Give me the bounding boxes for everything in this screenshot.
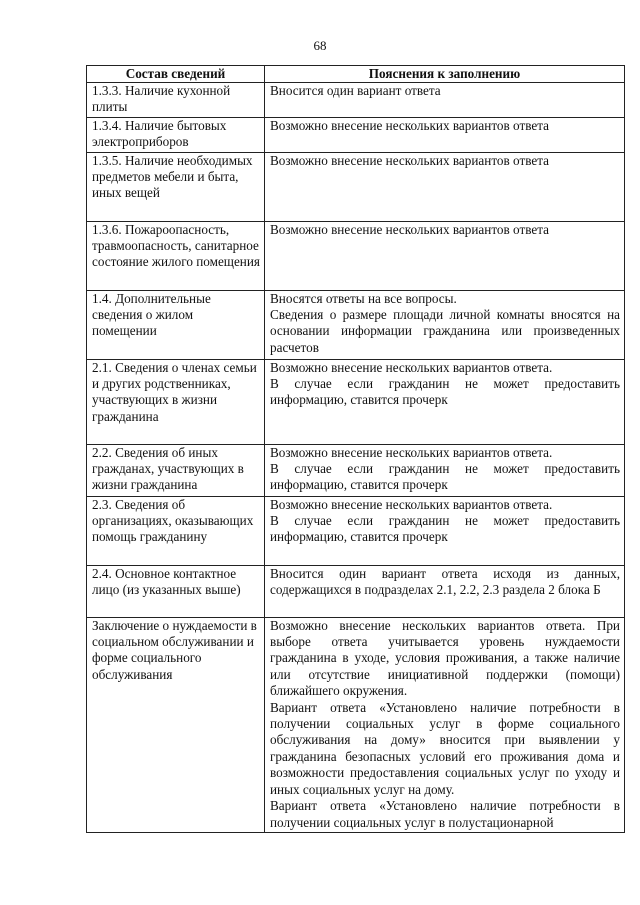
row-item-label: 2.4. Основное контактное лицо (из указанных выше)	[87, 565, 265, 617]
column-header-composition: Состав сведений	[87, 66, 265, 83]
table-row	[87, 152, 625, 221]
table-row	[87, 83, 625, 118]
table-row	[87, 444, 625, 496]
explanation-paragraph: Вносится один вариант ответа	[270, 83, 441, 98]
row-item-label: Заключение о нуждаемости в социальном обслуживании и форме социального обслуживания	[87, 617, 265, 832]
explanation-paragraph: Возможно внесение нескольких вариантов ответа	[270, 117, 550, 133]
row-item-label: 1.3.6. Пожароопасность, травмоопасность, санитарное состояние жилого помещения	[87, 221, 265, 290]
row-item-label: 2.3. Сведения об организациях, оказывающих помощь гражданину	[87, 496, 265, 565]
explanation-paragraph: Возможно внесение нескольких вариантов ответа.	[270, 496, 553, 512]
requirements-table	[86, 65, 625, 833]
row-item-explanation	[265, 565, 625, 617]
table-row	[87, 359, 625, 444]
row-item-explanation	[265, 83, 625, 118]
row-item-explanation	[265, 117, 625, 152]
table-row	[87, 290, 625, 359]
explanation-paragraph: Вариант ответа «Установлено наличие потребности в получении социальных услуг в полустационарной	[270, 798, 620, 830]
row-item-explanation	[265, 617, 625, 832]
row-item-label: 2.2. Сведения об иных гражданах, участвующих в жизни гражданина	[87, 444, 265, 496]
explanation-paragraph: Возможно внесение нескольких вариантов ответа. При выборе ответа учитывается уровень нуждаемости гражданина в уходе, условия проживания, а также наличие или отсутствие инициативной поддержки (помощи) ближайшего окружения.	[270, 617, 620, 699]
explanation-paragraph: Вносится один вариант ответа исходя из данных, содержащихся в подразделах 2.1, 2.2, 2.3 раздела 2 блока Б	[270, 565, 620, 598]
row-item-explanation	[265, 152, 625, 221]
explanation-paragraph: В случае если гражданин не может предоставить информацию, ставится прочерк	[270, 461, 620, 493]
explanation-paragraph: Возможно внесение нескольких вариантов ответа	[270, 152, 550, 168]
explanation-paragraph: В случае если гражданин не может предоставить информацию, ставится прочерк	[270, 376, 620, 408]
explanation-paragraph: Сведения о размере площади личной комнаты вносятся на основании информации гражданина или произведенных расчетов	[270, 307, 620, 355]
row-item-label: 1.3.3. Наличие кухонной плиты	[87, 83, 265, 118]
row-item-label: 2.1. Сведения о членах семьи и других родственниках, участвующих в жизни гражданина	[87, 359, 265, 444]
explanation-paragraph: В случае если гражданин не может предоставить информацию, ставится прочерк	[270, 513, 620, 545]
row-item-explanation	[265, 444, 625, 496]
page-number: 68	[313, 38, 327, 53]
explanation-paragraph: Возможно внесение нескольких вариантов ответа.	[270, 444, 553, 460]
column-header-explanation: Пояснения к заполнению	[265, 66, 625, 83]
row-item-label: 1.3.4. Наличие бытовых электроприборов	[87, 117, 265, 152]
explanation-paragraph: Вносятся ответы на все вопросы.	[270, 290, 457, 306]
row-item-explanation	[265, 359, 625, 444]
row-item-label: 1.3.5. Наличие необходимых предметов мебели и быта, иных вещей	[87, 152, 265, 221]
table-row	[87, 617, 625, 832]
explanation-paragraph: Возможно внесение нескольких вариантов ответа	[270, 221, 550, 237]
table-row	[87, 565, 625, 617]
table-row	[87, 221, 625, 290]
table-header-row	[87, 66, 625, 83]
explanation-paragraph: Возможно внесение нескольких вариантов ответа.	[270, 359, 553, 375]
row-item-explanation	[265, 496, 625, 565]
table-row	[87, 117, 625, 152]
row-item-explanation	[265, 221, 625, 290]
table-row	[87, 496, 625, 565]
explanation-paragraph: Вариант ответа «Установлено наличие потребности в получении социальных услуг в форме социального обслуживания на дому» вносится при выявлении у гражданина безопасных условий его проживания дома и возможности предоставления социальных услуг по уходу и иных социальных услуг на дому.	[270, 699, 620, 797]
row-item-label: 1.4. Дополнительные сведения о жилом помещении	[87, 290, 265, 359]
row-item-explanation	[265, 290, 625, 359]
